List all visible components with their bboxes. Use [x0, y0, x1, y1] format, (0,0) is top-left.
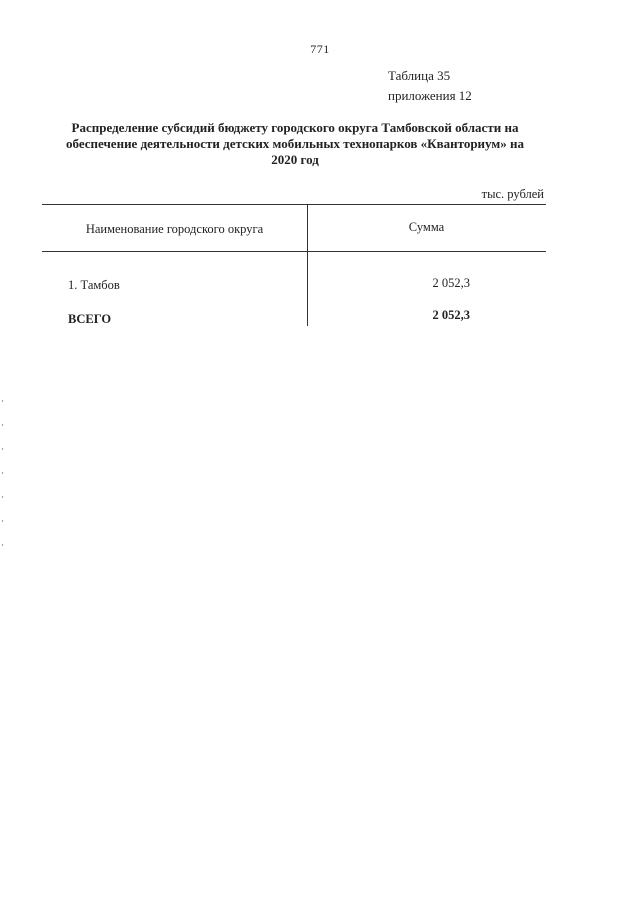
- scan-margin-marks: [2, 400, 4, 600]
- document-title: Распределение субсидий бюджету городского округа Тамбовской области на обеспечение деятельности детских мобильных технопарков «Кванториум» на 2020 год: [66, 120, 524, 167]
- table-reference: [388, 66, 472, 106]
- total-row-label: ВСЕГО: [68, 312, 112, 326]
- units-label: тыс. рублей: [481, 187, 544, 201]
- table-header-border: [42, 251, 546, 252]
- column-header-sum: Сумма: [408, 220, 445, 234]
- table-number: Таблица 35: [388, 68, 451, 83]
- total-row-value: 2 052,3: [432, 308, 470, 322]
- appendix-number: приложения 12: [388, 88, 472, 103]
- column-header-name: Наименование городского округа: [85, 222, 264, 236]
- table-row-value: 2 052,3: [432, 276, 470, 290]
- page-number: 771: [310, 42, 330, 56]
- table-top-border: [42, 204, 546, 205]
- table-row-name: 1. Тамбов: [68, 278, 120, 292]
